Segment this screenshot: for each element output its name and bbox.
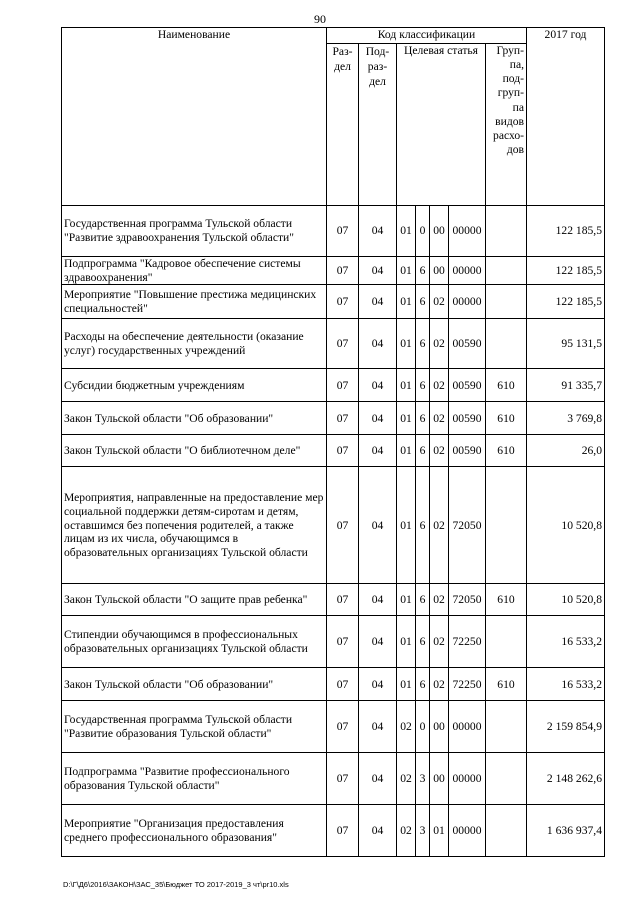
row-expense-group xyxy=(486,206,527,257)
row-target-event: 02 xyxy=(430,402,449,435)
row-subsection: 04 xyxy=(359,257,397,285)
row-target-event: 02 xyxy=(430,467,449,584)
row-target-event: 02 xyxy=(430,369,449,402)
row-target-direction: 00590 xyxy=(449,435,486,467)
row-amount: 16 533,2 xyxy=(527,668,605,701)
table-row xyxy=(62,257,605,285)
row-expense-group: 610 xyxy=(486,668,527,701)
row-target-program: 01 xyxy=(397,435,416,467)
row-target-event: 02 xyxy=(430,584,449,616)
header-target-article-spacer xyxy=(397,61,486,206)
row-target-event: 00 xyxy=(430,701,449,753)
row-amount: 91 335,7 xyxy=(527,369,605,402)
row-amount: 2 159 854,9 xyxy=(527,701,605,753)
row-name: Закон Тульской области "Об образовании" xyxy=(62,402,327,435)
row-target-subprogram: 6 xyxy=(416,668,430,701)
row-section: 07 xyxy=(327,402,359,435)
row-target-direction: 00000 xyxy=(449,753,486,805)
row-name: Подпрограмма "Развитие профессионального образования Тульской области" xyxy=(62,753,327,805)
table-row xyxy=(62,206,605,257)
row-name: Подпрограмма "Кадровое обеспечение системы здравоохранения" xyxy=(62,257,327,285)
row-target-direction: 00590 xyxy=(449,369,486,402)
row-expense-group: 610 xyxy=(486,369,527,402)
row-target-event: 02 xyxy=(430,616,449,668)
row-target-subprogram: 6 xyxy=(416,319,430,369)
row-name: Мероприятие "Повышение престижа медицинских специальностей" xyxy=(62,285,327,319)
table-row xyxy=(62,369,605,402)
table-row xyxy=(62,402,605,435)
row-amount: 122 185,5 xyxy=(527,285,605,319)
row-expense-group xyxy=(486,467,527,584)
row-target-event: 02 xyxy=(430,319,449,369)
row-subsection: 04 xyxy=(359,369,397,402)
header-target-article: Целевая статья xyxy=(397,44,486,61)
row-expense-group xyxy=(486,616,527,668)
row-expense-group xyxy=(486,701,527,753)
row-subsection: 04 xyxy=(359,701,397,753)
row-amount: 3 769,8 xyxy=(527,402,605,435)
row-target-direction: 00590 xyxy=(449,319,486,369)
row-section: 07 xyxy=(327,701,359,753)
row-target-program: 01 xyxy=(397,402,416,435)
row-target-subprogram: 6 xyxy=(416,402,430,435)
row-target-direction: 72250 xyxy=(449,616,486,668)
table-row xyxy=(62,584,605,616)
row-target-event: 01 xyxy=(430,805,449,857)
header-name: Наименование xyxy=(62,28,327,206)
table-body xyxy=(62,206,605,857)
table-row xyxy=(62,805,605,857)
header-subsection: Под-раз-дел xyxy=(359,44,397,206)
row-amount: 10 520,8 xyxy=(527,584,605,616)
row-amount: 122 185,5 xyxy=(527,206,605,257)
row-target-subprogram: 6 xyxy=(416,257,430,285)
row-target-subprogram: 6 xyxy=(416,369,430,402)
row-expense-group: 610 xyxy=(486,402,527,435)
row-amount: 16 533,2 xyxy=(527,616,605,668)
file-path-footer: D:\Г\Д6\2016\ЗАКОН\ЗАС_35\Бюджет ТО 2017-2019_3 чт\pr10.xls xyxy=(63,880,289,889)
table-row xyxy=(62,753,605,805)
row-name: Расходы на обеспечение деятельности (оказание услуг) государственных учреждений xyxy=(62,319,327,369)
row-target-event: 00 xyxy=(430,257,449,285)
row-target-program: 01 xyxy=(397,369,416,402)
row-target-program: 02 xyxy=(397,701,416,753)
row-subsection: 04 xyxy=(359,402,397,435)
row-section: 07 xyxy=(327,753,359,805)
row-target-event: 00 xyxy=(430,753,449,805)
row-target-direction: 00590 xyxy=(449,402,486,435)
row-target-direction: 00000 xyxy=(449,701,486,753)
row-subsection: 04 xyxy=(359,285,397,319)
row-name: Государственная программа Тульской области "Развитие здравоохранения Тульской области" xyxy=(62,206,327,257)
row-target-program: 01 xyxy=(397,319,416,369)
table-row xyxy=(62,701,605,753)
row-subsection: 04 xyxy=(359,805,397,857)
row-target-program: 01 xyxy=(397,584,416,616)
row-target-program: 01 xyxy=(397,257,416,285)
row-subsection: 04 xyxy=(359,319,397,369)
row-section: 07 xyxy=(327,369,359,402)
row-target-subprogram: 3 xyxy=(416,805,430,857)
row-target-subprogram: 6 xyxy=(416,435,430,467)
row-name: Государственная программа Тульской области "Развитие образования Тульской области" xyxy=(62,701,327,753)
row-section: 07 xyxy=(327,668,359,701)
table-row xyxy=(62,435,605,467)
row-subsection: 04 xyxy=(359,584,397,616)
row-target-direction: 00000 xyxy=(449,206,486,257)
row-name: Закон Тульской области "Об образовании" xyxy=(62,668,327,701)
row-section: 07 xyxy=(327,435,359,467)
row-target-program: 01 xyxy=(397,285,416,319)
row-target-subprogram: 6 xyxy=(416,584,430,616)
row-target-subprogram: 6 xyxy=(416,467,430,584)
row-amount: 122 185,5 xyxy=(527,257,605,285)
header-section: Раз-дел xyxy=(327,44,359,206)
row-amount: 95 131,5 xyxy=(527,319,605,369)
row-expense-group xyxy=(486,285,527,319)
row-target-event: 02 xyxy=(430,285,449,319)
row-expense-group xyxy=(486,805,527,857)
row-amount: 10 520,8 xyxy=(527,467,605,584)
row-section: 07 xyxy=(327,319,359,369)
row-amount: 2 148 262,6 xyxy=(527,753,605,805)
table-row xyxy=(62,668,605,701)
row-target-event: 00 xyxy=(430,206,449,257)
row-target-direction: 00000 xyxy=(449,257,486,285)
row-name: Мероприятие "Организация предоставления среднего профессионального образования" xyxy=(62,805,327,857)
row-expense-group xyxy=(486,753,527,805)
row-expense-group: 610 xyxy=(486,584,527,616)
table-row xyxy=(62,285,605,319)
row-target-program: 01 xyxy=(397,616,416,668)
row-section: 07 xyxy=(327,805,359,857)
row-section: 07 xyxy=(327,467,359,584)
row-target-subprogram: 0 xyxy=(416,206,430,257)
row-target-direction: 72250 xyxy=(449,668,486,701)
row-expense-group: 610 xyxy=(486,435,527,467)
row-section: 07 xyxy=(327,616,359,668)
row-target-program: 02 xyxy=(397,805,416,857)
row-target-direction: 00000 xyxy=(449,805,486,857)
row-name: Закон Тульской области "О библиотечном деле" xyxy=(62,435,327,467)
row-section: 07 xyxy=(327,285,359,319)
table-row xyxy=(62,616,605,668)
header-expense-group: Груп-па, под-груп-па видов расхо-дов xyxy=(486,44,527,206)
row-subsection: 04 xyxy=(359,435,397,467)
header-year: 2017 год xyxy=(527,28,605,206)
row-target-program: 01 xyxy=(397,668,416,701)
row-target-subprogram: 6 xyxy=(416,616,430,668)
row-target-program: 02 xyxy=(397,753,416,805)
row-name: Закон Тульской области "О защите прав ребенка" xyxy=(62,584,327,616)
row-target-subprogram: 6 xyxy=(416,285,430,319)
budget-table xyxy=(61,27,605,857)
row-subsection: 04 xyxy=(359,206,397,257)
table-row xyxy=(62,319,605,369)
row-target-subprogram: 0 xyxy=(416,701,430,753)
row-target-program: 01 xyxy=(397,467,416,584)
row-target-event: 02 xyxy=(430,435,449,467)
row-target-event: 02 xyxy=(430,668,449,701)
row-expense-group xyxy=(486,257,527,285)
row-target-subprogram: 3 xyxy=(416,753,430,805)
page-number: 90 xyxy=(314,12,326,26)
row-section: 07 xyxy=(327,206,359,257)
row-subsection: 04 xyxy=(359,753,397,805)
row-expense-group xyxy=(486,319,527,369)
row-section: 07 xyxy=(327,257,359,285)
row-target-direction: 00000 xyxy=(449,285,486,319)
row-subsection: 04 xyxy=(359,616,397,668)
row-name: Стипендии обучающимся в профессиональных образовательных организациях Тульской области xyxy=(62,616,327,668)
row-amount: 26,0 xyxy=(527,435,605,467)
row-name: Субсидии бюджетным учреждениям xyxy=(62,369,327,402)
row-target-direction: 72050 xyxy=(449,467,486,584)
row-amount: 1 636 937,4 xyxy=(527,805,605,857)
row-target-direction: 72050 xyxy=(449,584,486,616)
row-name: Мероприятия, направленные на предоставление мер социальной поддержки детям-сиротам и детям, оставшимся без попечения родителей, а также лицам из их числа, обучающимся в образовательных организациях Тульской области xyxy=(62,467,327,584)
row-subsection: 04 xyxy=(359,467,397,584)
row-section: 07 xyxy=(327,584,359,616)
row-target-program: 01 xyxy=(397,206,416,257)
row-subsection: 04 xyxy=(359,668,397,701)
table-row xyxy=(62,467,605,584)
header-code-classification: Код классификации xyxy=(327,28,527,44)
